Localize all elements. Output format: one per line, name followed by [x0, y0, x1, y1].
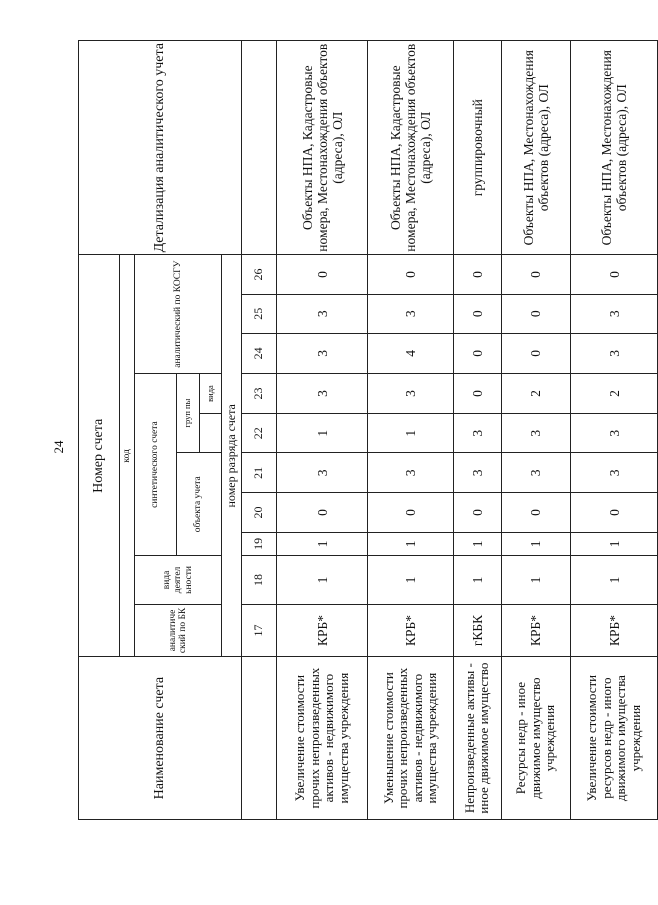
cell-24: 3 — [277, 333, 368, 373]
header-account-number: Номер счета — [79, 255, 120, 657]
header-group: груп пы — [182, 398, 193, 428]
header-detail: Детализация аналитического учета — [79, 41, 242, 255]
cell-25: 0 — [501, 294, 570, 333]
row-detail: Объекты НПА, Местонахождения объектов (адреса), ОЛ — [571, 41, 658, 255]
cell-18: 1 — [368, 556, 454, 604]
cell-23: 3 — [368, 373, 454, 413]
cell-18: 1 — [454, 556, 502, 604]
digit-23: 23 — [241, 373, 277, 413]
digit-25: 25 — [241, 294, 277, 333]
cell-19: 1 — [454, 532, 502, 556]
cell-22: 3 — [501, 414, 570, 453]
cell-23: 2 — [501, 373, 570, 413]
cell-25: 0 — [454, 294, 502, 333]
cell-24: 0 — [454, 333, 502, 373]
row-name: Непроизведенные активы - иное движимое имущество — [454, 657, 502, 820]
table-row — [277, 41, 368, 820]
blank-cell — [241, 41, 277, 255]
row-name: Увеличение стоимости ресурсов недр - иного движимого имущества учреждения — [571, 657, 658, 820]
cell-26: 0 — [501, 255, 570, 294]
digit-21: 21 — [241, 453, 277, 493]
cell-20: 0 — [454, 493, 502, 532]
cell-26: 0 — [571, 255, 658, 294]
row-name: Ресурсы недр - иное движимое имущество учреждения — [501, 657, 570, 820]
cell-19: 1 — [277, 532, 368, 556]
digit-26: 26 — [241, 255, 277, 294]
digit-18: 18 — [241, 556, 277, 604]
header-activity-type: вида деятел ьности — [135, 556, 222, 604]
account-table — [78, 40, 658, 820]
cell-25: 3 — [368, 294, 454, 333]
header-group-kind — [176, 373, 200, 452]
cell-20: 0 — [501, 493, 570, 532]
cell-18: 1 — [501, 556, 570, 604]
cell-24: 0 — [501, 333, 570, 373]
row-bk: КРБ* — [501, 604, 570, 657]
cell-18: 1 — [277, 556, 368, 604]
cell-26: 0 — [454, 255, 502, 294]
page-number: 24 — [51, 440, 66, 454]
header-account-name: Наименование счета — [79, 657, 242, 820]
digit-20: 20 — [241, 493, 277, 532]
cell-25: 3 — [277, 294, 368, 333]
table-container — [78, 40, 658, 820]
digit-22: 22 — [241, 414, 277, 453]
row-detail: Объекты НПА, Кадастровые номера, Местонахождения объектов (адреса), ОЛ — [277, 41, 368, 255]
rotated-table-wrapper — [78, 40, 658, 820]
cell-21: 3 — [454, 453, 502, 493]
row-bk: КРБ* — [277, 604, 368, 657]
table-row — [501, 41, 570, 820]
cell-20: 0 — [571, 493, 658, 532]
cell-18: 1 — [571, 556, 658, 604]
cell-19: 1 — [368, 532, 454, 556]
cell-23: 3 — [277, 373, 368, 413]
header-analytic-bk: аналитиче ский по БК — [135, 604, 222, 657]
cell-23: 0 — [454, 373, 502, 413]
cell-24: 3 — [571, 333, 658, 373]
cell-22: 3 — [571, 414, 658, 453]
header-digit-number: номер разряда счета — [222, 255, 242, 657]
row-detail: Объекты НПА, Местонахождения объектов (адреса), ОЛ — [501, 41, 570, 255]
cell-19: 1 — [571, 532, 658, 556]
cell-22: 3 — [454, 414, 502, 453]
row-detail: группировочный — [454, 41, 502, 255]
table-row — [454, 41, 502, 820]
cell-22: 1 — [277, 414, 368, 453]
header-analytic-kosgu: аналитический по КОСГУ — [135, 255, 222, 374]
digit-19: 19 — [241, 532, 277, 556]
row-name: Увеличение стоимости прочих непроизведенных активов - недвижимого имущества учреждения — [277, 657, 368, 820]
cell-26: 0 — [277, 255, 368, 294]
blank-cell — [241, 657, 277, 820]
header-code: код — [120, 255, 135, 657]
table-row — [571, 41, 658, 820]
table-row — [368, 41, 454, 820]
header-synthetic: синтетического счета — [135, 373, 176, 555]
digit-17: 17 — [241, 604, 277, 657]
cell-21: 3 — [277, 453, 368, 493]
cell-26: 0 — [368, 255, 454, 294]
row-bk: КРБ* — [368, 604, 454, 657]
cell-21: 3 — [571, 453, 658, 493]
cell-24: 4 — [368, 333, 454, 373]
digit-24: 24 — [241, 333, 277, 373]
header-group-cell — [200, 414, 222, 453]
header-account-object: объекта учета — [176, 453, 222, 556]
row-bk: гКБК — [454, 604, 502, 657]
cell-20: 0 — [368, 493, 454, 532]
cell-20: 0 — [277, 493, 368, 532]
row-detail: Объекты НПА, Кадастровые номера, Местонахождения объектов (адреса), ОЛ — [368, 41, 454, 255]
row-name: Уменьшение стоимости прочих непроизведенных активов - недвижимого имущества учреждения — [368, 657, 454, 820]
cell-21: 3 — [368, 453, 454, 493]
cell-25: 3 — [571, 294, 658, 333]
cell-23: 2 — [571, 373, 658, 413]
cell-22: 1 — [368, 414, 454, 453]
cell-21: 3 — [501, 453, 570, 493]
cell-19: 1 — [501, 532, 570, 556]
header-kind: вида — [200, 373, 222, 413]
row-bk: КРБ* — [571, 604, 658, 657]
